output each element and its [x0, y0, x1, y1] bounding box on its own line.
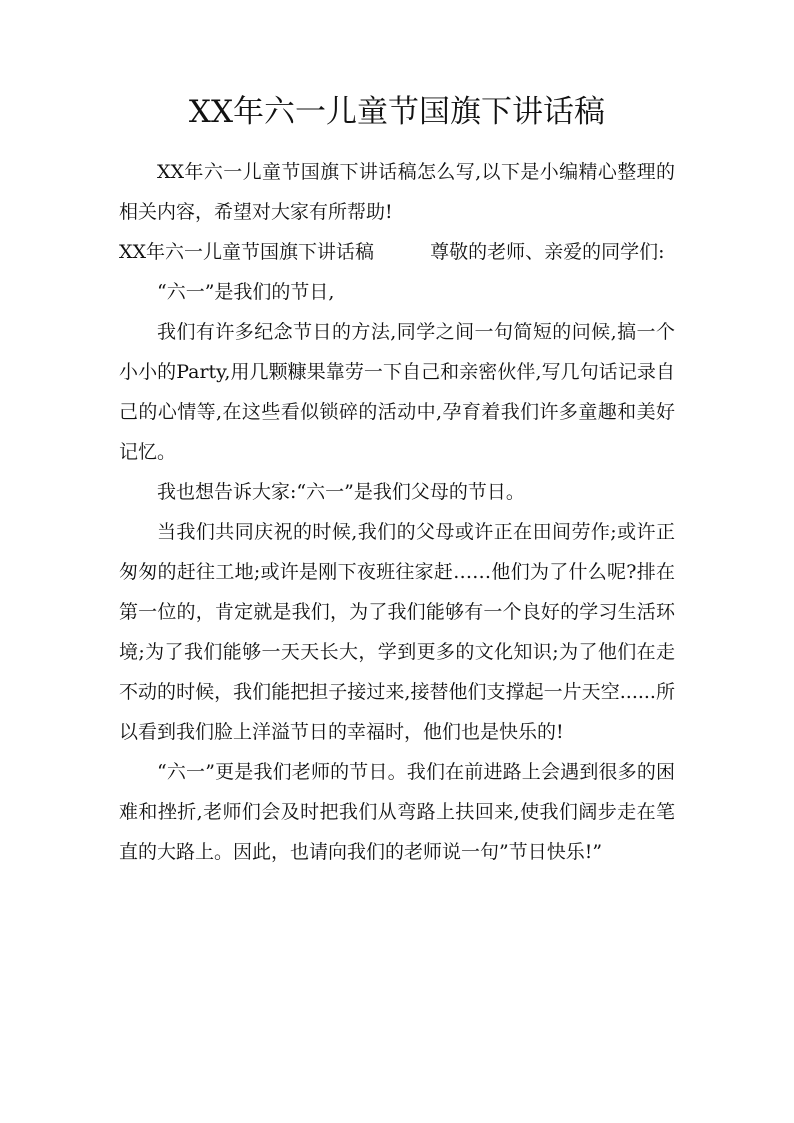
inline-heading: XX年六一儿童节国旗下讲话稿 [119, 241, 375, 263]
salutation: 尊敬的老师、亲爱的同学们: [430, 241, 665, 263]
body-paragraph-3: 我也想告诉大家:“六一”是我们父母的节日。 [157, 481, 525, 503]
intro-paragraph: XX年六一儿童节国旗下讲话稿怎么写,以下是小编精心整理的相关内容，希望对大家有所帮助! [119, 161, 675, 223]
body-paragraph-5: “六一”更是我们老师的节日。我们在前进路上会遇到很多的困难和挫折,老师们会及时把我们从弯路上扶回来,使我们阔步走在笔直的大路上。因此，也请向我们的老师说一句”节日快乐!” [119, 761, 675, 863]
body-paragraph-2: 我们有许多纪念节日的方法,同学之间一句简短的问候,搞一个小小的Party,用几颗糠果靠劳一下自己和亲密伙伴,写几句话记录自己的心情等,在这些看似锁碎的活动中,孕育着我们许多童趣和美好记忆。 [119, 321, 675, 463]
document-title: XX年六一儿童节国旗下讲话稿 [188, 94, 606, 130]
body-paragraph-1: “六一”是我们的节日, [157, 281, 335, 303]
body-paragraph-4: 当我们共同庆祝的时候,我们的父母或许正在田间劳作;或许正匆匆的赶往工地;或许是刚下夜班往家赶……他们为了什么呢?排在第一位的，肯定就是我们，为了我们能够有一个良好的学习生活环境;为了我们能够一天天长大，学到更多的文化知识;为了他们在走不动的时候，我们能把担子接过来,接替他们支撑起一片天空......所以看到我们脸上洋溢节日的幸福时，他们也是快乐的! [119, 521, 675, 743]
heading-and-salutation-paragraph [119, 232, 675, 272]
document-body [119, 152, 675, 872]
